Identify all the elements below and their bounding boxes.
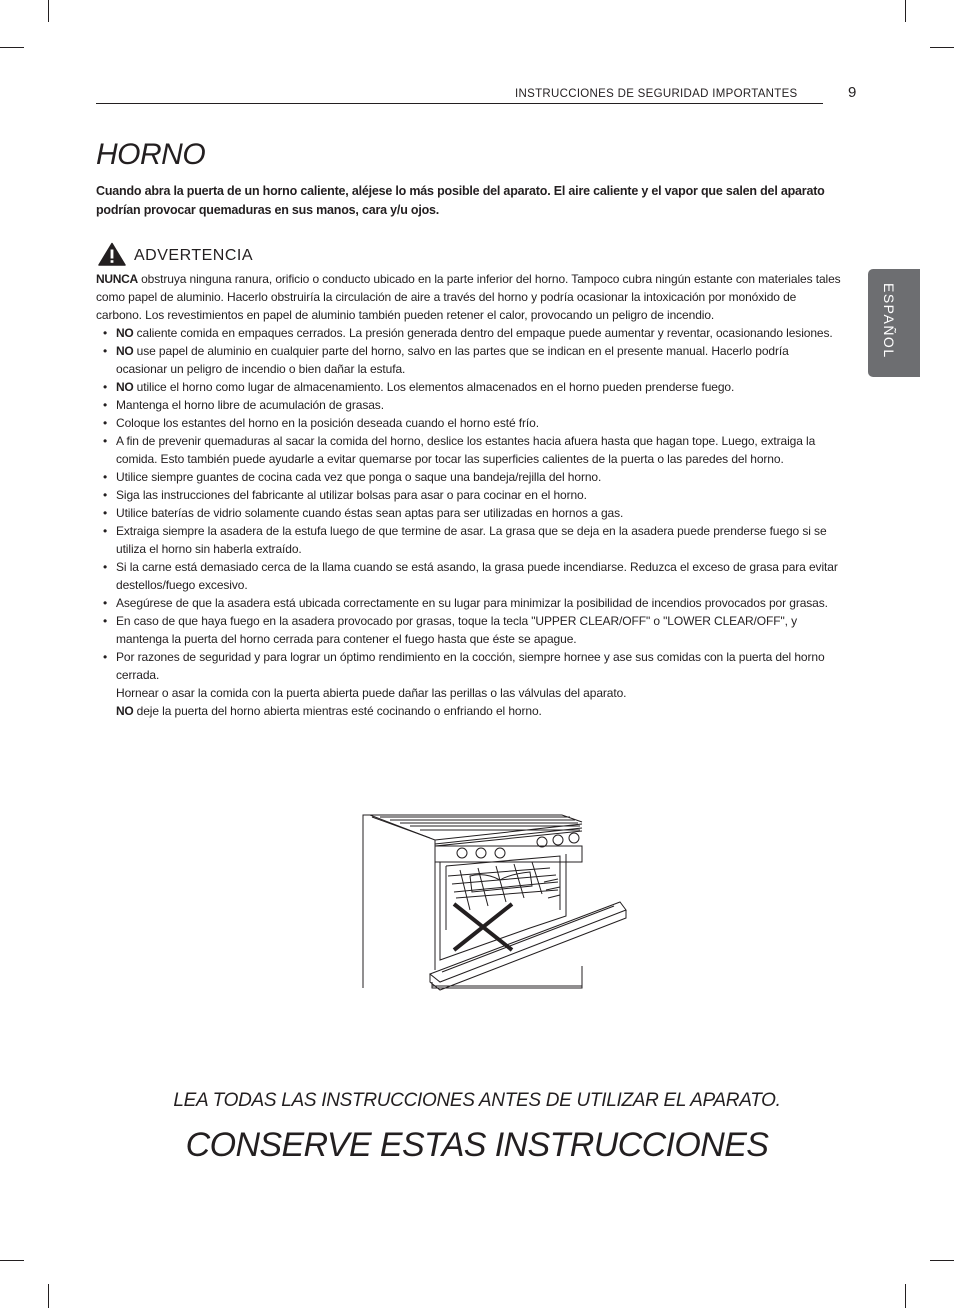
list-item <box>96 342 841 378</box>
list-item <box>96 594 841 612</box>
language-tab-label: ESPAÑOL <box>881 283 897 359</box>
page-number: 9 <box>848 84 857 101</box>
crop-mark <box>48 0 49 22</box>
warning-lead-text: obstruya ninguna ranura, orificio o conducto ubicado en la parte inferior del horno. Tampoco cubra ningún estante con materiales tales como papel de aluminio. Hacerlo obstruiría la circulación de aire a través del horno y podría ocasionar la intoxicación por monóxido de carbono. Los revestimientos en papel de aluminio también pueden retener el calor, provocando un peligro de incendio. <box>96 272 841 322</box>
warning-bullet-list <box>96 324 841 684</box>
list-item-text: Utilice baterías de vidrio solamente cuando éstas sean aptas para ser utilizadas en hornos a gas. <box>116 506 624 520</box>
final-line-text: deje la puerta del horno abierta mientras esté cocinando o enfriando el horno. <box>133 704 542 718</box>
list-item <box>96 486 841 504</box>
list-item <box>96 378 841 396</box>
list-item <box>96 612 841 648</box>
header-rule <box>96 103 823 104</box>
list-item <box>96 468 841 486</box>
list-item-text: Asegúrese de que la asadera está ubicada correctamente en su lugar para minimizar la posibilidad de incendios provocados por grasas. <box>116 596 828 610</box>
list-item <box>96 648 841 684</box>
crop-mark <box>930 1260 954 1261</box>
oven-illustration <box>360 810 632 997</box>
warning-lead-emph: NUNCA <box>96 272 138 286</box>
list-item-text: use papel de aluminio en cualquier parte del horno, salvo en las partes que se indican en el presente manual. Hacerlo podría ocasionar un peligro de incendio o bien dañar la estufa. <box>116 344 789 376</box>
list-item-text: Por razones de seguridad y para lograr un óptimo rendimiento en la cocción, siempre hornee y ase sus comidas con la puerta del horno cerrada. <box>116 650 825 682</box>
list-item-text: Utilice siempre guantes de cocina cada vez que ponga o saque una bandeja/rejilla del horno. <box>116 470 602 484</box>
warning-body <box>96 270 841 720</box>
list-item-text: utilice el horno como lugar de almacenamiento. Los elementos almacenados en el horno pueden prenderse fuego. <box>133 380 735 394</box>
crop-mark <box>905 1284 906 1308</box>
crop-mark <box>0 47 24 48</box>
crop-mark <box>930 47 954 48</box>
list-item-text: Extraiga siempre la asadera de la estufa luego de que termine de asar. La grasa que se deja en la asadera puede prenderse fuego si se utiliza el horno sin haberla extraído. <box>116 524 827 556</box>
list-item <box>96 324 841 342</box>
list-item-emph: NO <box>116 380 134 394</box>
crop-mark <box>48 1284 49 1308</box>
final-line-emph: NO <box>116 704 134 718</box>
final-line <box>96 702 841 720</box>
list-item <box>96 558 841 594</box>
list-item-text: Mantenga el horno libre de acumulación de grasas. <box>116 398 384 412</box>
list-item <box>96 504 841 522</box>
crop-mark <box>905 0 906 22</box>
running-header: INSTRUCCIONES DE SEGURIDAD IMPORTANTES <box>515 88 798 100</box>
crop-mark <box>0 1260 24 1261</box>
footer-keep-instructions: CONSERVE ESTAS INSTRUCCIONES <box>185 1126 769 1164</box>
warning-triangle-icon <box>98 242 126 266</box>
list-item-text: En caso de que haya fuego en la asadera provocado por grasas, toque la tecla "UPPER CLEAR/OFF" o "LOWER CLEAR/OFF", y mantenga la puerta del horno cerrada para contener el fuego hasta que éste se apague. <box>116 614 798 646</box>
list-item-emph: NO <box>116 326 134 340</box>
list-item <box>96 432 841 468</box>
warning-label: ADVERTENCIA <box>134 247 254 264</box>
list-item <box>96 414 841 432</box>
list-item-text: caliente comida en empaques cerrados. La presión generada dentro del empaque puede aumentar y reventar, ocasionando lesiones. <box>133 326 833 340</box>
intro-paragraph: Cuando abra la puerta de un horno caliente, aléjese lo más posible del aparato. El aire caliente y el vapor que salen del aparato podrían provocar quemaduras en sus manos, cara y/u ojos. <box>96 184 825 217</box>
open-oven-door-drawing <box>360 810 632 992</box>
footer-read-instructions: LEA TODAS LAS INSTRUCCIONES ANTES DE UTILIZAR EL APARATO. <box>173 1090 781 1111</box>
list-item-text: Siga las instrucciones del fabricante al utilizar bolsas para asar o para cocinar en el horno. <box>116 488 587 502</box>
warning-lead <box>96 270 841 324</box>
language-tab <box>868 269 920 377</box>
page-title: HORNO <box>96 138 206 171</box>
list-item-text: Si la carne está demasiado cerca de la llama cuando se está asando, la grasa puede incendiarse. Reduzca el exceso de grasa para evitar destellos/fuego excesivo. <box>116 560 838 592</box>
list-item <box>96 396 841 414</box>
list-item-emph: NO <box>116 344 134 358</box>
list-item-text: Coloque los estantes del horno en la posición deseada cuando el horno esté frío. <box>116 416 539 430</box>
list-item-text: A fin de prevenir quemaduras al sacar la comida del horno, deslice los estantes hacia afuera hasta que hagan tope. Luego, extraiga la comida. Esto también puede ayudarle a evitar quemarse por tocar las superficies calientes de la puerta o las paredes del horno. <box>116 434 816 466</box>
extra-line: Hornear o asar la comida con la puerta abierta puede dañar las perillas o las válvulas del aparato. <box>116 686 627 700</box>
list-item <box>96 522 841 558</box>
